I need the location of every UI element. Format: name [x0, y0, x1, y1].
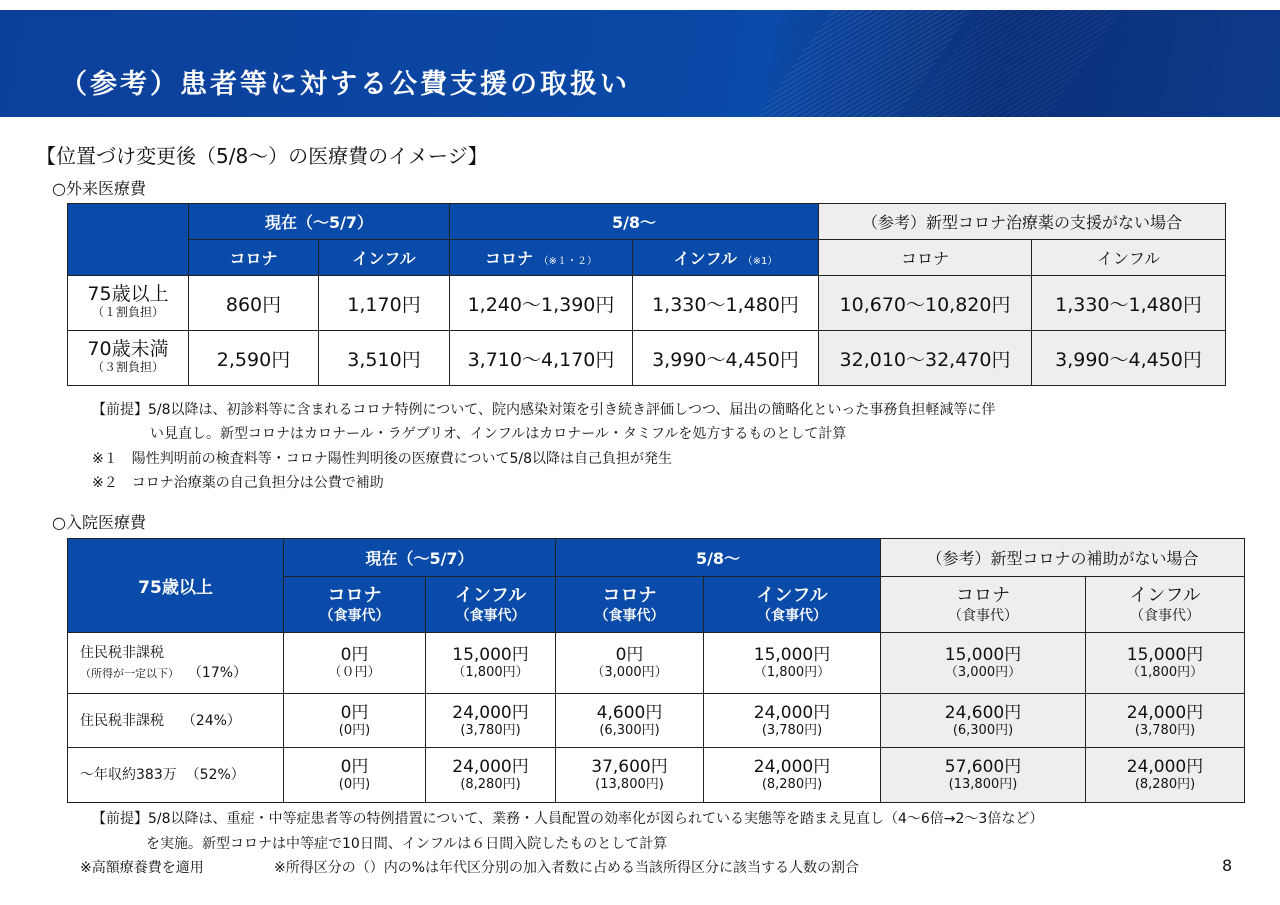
cell-value: 15,000円 [452, 645, 529, 665]
cell-value: 24,000円 [1126, 757, 1204, 777]
cell-meal: （1,800円） [753, 665, 831, 680]
in-col-flu-ref [1086, 577, 1245, 633]
cell-value: 15,000円 [1126, 645, 1204, 665]
outpatient-table [67, 203, 1226, 386]
col-flu: インフル [319, 240, 450, 276]
section-heading: 【位置づけ変更後（5/8～）の医療費のイメージ】 [36, 144, 488, 168]
col-flu-note: （※1） [742, 256, 778, 267]
row-label-pct: （24%） [181, 712, 241, 729]
cell [881, 633, 1086, 694]
inpatient-note-a: ※高額療養費を適用 [80, 860, 204, 876]
cell-value: 24,000円 [452, 757, 529, 777]
table-row [68, 633, 1245, 694]
col-flu-ref: インフル [1032, 240, 1226, 276]
cell-value: 0円 [340, 757, 369, 777]
cell [556, 748, 704, 803]
cell-value: 15,000円 [753, 645, 831, 665]
row-label-sub: （所得が一定以下） [80, 666, 179, 680]
outpatient-premise-1: 【前提】5/8以降は、初診料等に含まれるコロナ特例について、院内感染対策を引き続き評価しつつ、届出の簡略化といった事務負担軽減等に伴 [92, 402, 996, 418]
cell [426, 694, 556, 748]
cell-meal: (0円) [338, 777, 371, 792]
cell: 3,990～4,450円 [633, 331, 819, 386]
row-label-pct: （17%） [187, 664, 248, 681]
cell: 3,990～4,450円 [1032, 331, 1226, 386]
table-row [68, 694, 1245, 748]
cell: 10,670～10,820円 [819, 276, 1032, 331]
in-col-label: インフル [1129, 584, 1201, 606]
col-flu-label: インフル [673, 249, 738, 268]
inpatient-premise-1: 【前提】5/8以降は、重症・中等症患者等の特例措置について、業務・人員配置の効率化が図られている実態等を踏まえ見直し（4～6倍→2～3倍など） [92, 811, 1044, 827]
cell-meal: （1,800円） [452, 665, 529, 680]
inpatient-table [67, 538, 1245, 803]
cell-value: 4,600円 [596, 702, 663, 723]
cell: 2,590円 [189, 331, 319, 386]
cell-meal: (8,280円) [460, 777, 521, 792]
page-number: 8 [1222, 856, 1233, 875]
outpatient-corner [68, 204, 189, 276]
cell [1086, 748, 1245, 803]
cell: 3,710～4,170円 [450, 331, 633, 386]
in-col-label: コロナ [602, 584, 657, 606]
row-label-sub: （１割負担） [91, 305, 164, 319]
in-col-flu-new [704, 577, 881, 633]
row-label-main: 75歳以上 [87, 283, 169, 305]
row-label [68, 633, 284, 694]
in-col-meal: （食事代） [1130, 607, 1200, 624]
cell [881, 748, 1086, 803]
in-col-label: コロナ [956, 584, 1010, 606]
inpatient-note-b: ※所得区分の（）内の%は年代区分別の加入者数に占める当該所得区分に該当する人数の割合 [274, 860, 860, 876]
cell: 1,170円 [319, 276, 450, 331]
col-corona: コロナ [189, 240, 319, 276]
row-label [68, 331, 189, 386]
cell [1086, 633, 1245, 694]
in-col-corona-new [556, 577, 704, 633]
in-col-corona-ref [881, 577, 1086, 633]
cell [881, 694, 1086, 748]
cell [284, 748, 426, 803]
outpatient-note-1: ※１ 陽性判明前の検査料等・コロナ陽性判明後の医療費について5/8以降は自己負担が発生 [92, 451, 672, 467]
row-label [68, 694, 284, 748]
cell: 1,240～1,390円 [450, 276, 633, 331]
cell [284, 633, 426, 694]
cell-value: 15,000円 [944, 645, 1022, 665]
inpatient-corner: 75歳以上 [68, 539, 284, 633]
cell-meal: （3,000円） [591, 665, 668, 680]
col-corona-note: （※１・２） [538, 256, 597, 267]
cell [426, 633, 556, 694]
col-corona-label: コロナ [485, 249, 534, 268]
in-col-label: インフル [756, 584, 828, 606]
in-col-corona [284, 577, 426, 633]
cell-value: 57,600円 [944, 757, 1022, 777]
cell-meal: (6,300円) [952, 722, 1014, 738]
cell-meal: （1,800円） [1126, 665, 1204, 680]
title-banner [0, 10, 1280, 117]
cell-meal: (8,280円) [761, 777, 823, 792]
outpatient-label: ○外来医療費 [52, 179, 146, 198]
outpatient-group-new: 5/8～ [450, 204, 819, 240]
inpatient-group-new: 5/8～ [556, 539, 881, 577]
page-title: （参考）患者等に対する公費支援の取扱い [60, 69, 630, 100]
cell-value: 24,000円 [1126, 702, 1204, 723]
inpatient-group-current: 現在（～5/7） [284, 539, 556, 577]
in-col-meal: （食事代） [948, 607, 1018, 624]
in-col-label: インフル [454, 584, 527, 606]
inpatient-label: ○入院医療費 [52, 513, 146, 532]
in-col-meal: （食事代） [319, 607, 390, 624]
in-col-label: コロナ [327, 584, 382, 606]
outpatient-group-current: 現在（～5/7） [189, 204, 450, 240]
cell: 32,010～32,470円 [819, 331, 1032, 386]
cell-value: 0円 [615, 645, 644, 665]
cell-value: 0円 [340, 702, 369, 723]
cell: 3,510円 [319, 331, 450, 386]
cell-value: 24,000円 [753, 757, 831, 777]
in-col-meal: （食事代） [757, 607, 827, 624]
cell-meal: (3,780円) [1134, 722, 1196, 738]
cell [1086, 694, 1245, 748]
cell-meal: (6,300円) [599, 722, 660, 738]
cell-value: 24,000円 [753, 702, 831, 723]
row-label-main: ～年収約383万 [80, 767, 177, 783]
cell: 860円 [189, 276, 319, 331]
col-corona-new [450, 240, 633, 276]
cell [704, 694, 881, 748]
cell-meal: (3,780円) [460, 722, 521, 738]
row-label-pct: （52%） [185, 767, 245, 783]
table-row [68, 331, 1226, 386]
cell-value: 24,000円 [452, 702, 529, 723]
cell [284, 694, 426, 748]
table-row [68, 276, 1226, 331]
table-row [68, 748, 1245, 803]
cell-value: 0円 [340, 645, 369, 665]
inpatient-group-ref: （参考）新型コロナの補助がない場合 [881, 539, 1245, 577]
col-corona-ref: コロナ [819, 240, 1032, 276]
inpatient-premise-2: を実施。新型コロナは中等症で10日間、インフルは６日間入院したものとして計算 [146, 836, 668, 852]
row-label [68, 748, 284, 803]
cell-value: 24,600円 [944, 702, 1022, 723]
in-col-flu [426, 577, 556, 633]
cell-meal: (8,280円) [1134, 777, 1196, 792]
in-col-meal: （食事代） [594, 607, 665, 624]
outpatient-premise-2: い見直し。新型コロナはカロナール・ラゲブリオ、インフルはカロナール・タミフルを処方するものとして計算 [150, 426, 847, 442]
row-label-main: 70歳未満 [87, 338, 169, 360]
row-label-sub: （３割負担） [91, 360, 164, 374]
cell [426, 748, 556, 803]
cell [704, 633, 881, 694]
cell-meal: (3,780円) [761, 722, 823, 738]
in-col-meal: （食事代） [455, 607, 526, 624]
outpatient-note-2: ※２ コロナ治療薬の自己負担分は公費で補助 [92, 475, 384, 491]
cell [704, 748, 881, 803]
col-flu-new [633, 240, 819, 276]
cell [556, 694, 704, 748]
outpatient-group-ref: （参考）新型コロナ治療薬の支援がない場合 [819, 204, 1226, 240]
cell-meal: (0円) [338, 722, 371, 738]
cell-meal: （3,000円） [944, 665, 1022, 680]
cell [556, 633, 704, 694]
cell: 1,330～1,480円 [1032, 276, 1226, 331]
cell-value: 37,600円 [591, 757, 668, 777]
row-label-main: 住民税非課税 [80, 712, 164, 729]
cell-meal: (13,800円) [595, 777, 664, 792]
row-label [68, 276, 189, 331]
cell-meal: (13,800円) [948, 777, 1018, 792]
cell-meal: （０円） [328, 665, 381, 680]
cell: 1,330～1,480円 [633, 276, 819, 331]
row-label-main: 住民税非課税 [80, 644, 164, 661]
